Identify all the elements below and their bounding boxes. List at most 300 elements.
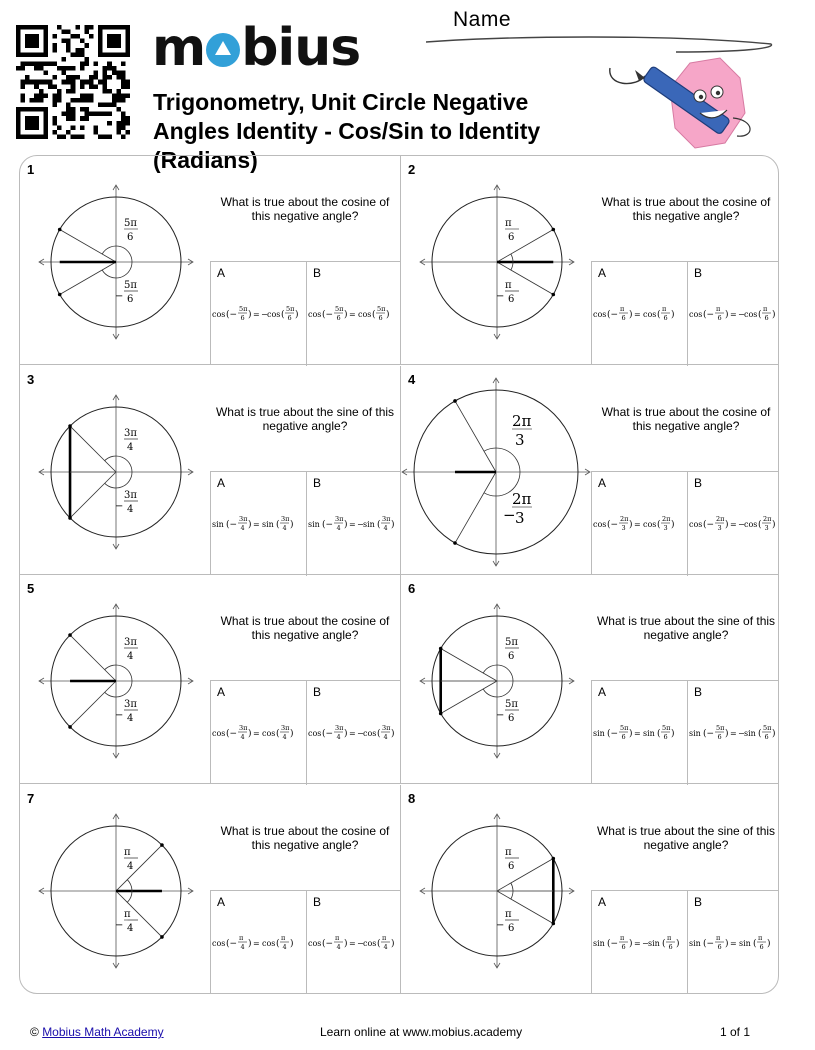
lhs-close-paren: ): [725, 729, 729, 739]
identity-equation: [211, 300, 306, 330]
rhs-numerator: 3π: [382, 724, 391, 732]
rhs-close-paren: ): [391, 519, 395, 530]
rhs-sign: −: [642, 938, 649, 948]
rhs-denominator: 6: [663, 314, 668, 322]
angle-denominator-label: 4: [127, 651, 134, 662]
rhs-open-paren: (: [372, 310, 376, 320]
choice-b-option[interactable]: [687, 681, 779, 785]
lhs-denominator: 6: [621, 942, 626, 951]
lhs-denominator: 6: [240, 314, 245, 322]
lhs-open-paren: (−: [703, 729, 715, 739]
angle-denominator-label: 6: [508, 713, 515, 724]
equals-sign: =: [253, 938, 260, 948]
lhs-open-paren: (−: [322, 310, 334, 320]
angle-denominator-label: 6: [508, 922, 515, 934]
choice-letter: A: [217, 475, 226, 490]
rhs-function: cos: [267, 310, 281, 319]
angle-numerator-label: 2π: [512, 411, 532, 430]
choice-a-option[interactable]: [592, 891, 687, 995]
lhs-numerator: 5π: [716, 724, 725, 732]
name-label: Name: [453, 8, 512, 31]
lhs-denominator: 6: [621, 733, 626, 741]
lhs-close-paren: ): [344, 310, 348, 320]
angle-numerator-label: π: [505, 218, 512, 229]
angle-numerator-label: 5π: [505, 637, 518, 648]
problem-3: [20, 366, 400, 575]
lhs-denominator: 6: [717, 942, 722, 951]
identity-equation: [307, 719, 402, 749]
choice-letter: B: [313, 894, 322, 909]
answer-choices: [591, 890, 779, 994]
rhs-open-paren: (: [377, 519, 381, 530]
identity-equation: [592, 929, 687, 959]
lhs-close-paren: ): [725, 938, 729, 949]
identity-equation: [688, 719, 779, 749]
rhs-denominator: 4: [282, 733, 287, 741]
rhs-numerator: 5π: [377, 305, 386, 313]
lhs-numerator: 3π: [335, 724, 344, 732]
choice-b-option[interactable]: [306, 891, 401, 995]
rhs-close-paren: ): [290, 938, 294, 949]
rhs-denominator: 4: [282, 523, 287, 532]
rhs-numerator: 5π: [286, 305, 295, 313]
rhs-denominator: 6: [764, 733, 769, 741]
lhs-function: sin: [593, 938, 605, 948]
answer-choices: [591, 471, 779, 575]
minus-sign: −: [496, 919, 505, 931]
answer-choices: [210, 261, 400, 365]
identity-equation: [592, 300, 687, 330]
lhs-numerator: 3π: [335, 514, 344, 523]
lhs-denominator: 4: [336, 523, 341, 532]
lhs-function: sin: [593, 729, 605, 738]
choice-letter: A: [217, 266, 226, 280]
equals-sign: =: [634, 729, 641, 738]
rhs-open-paren: (: [276, 519, 280, 530]
lhs-close-paren: ): [629, 938, 633, 949]
problem-number: 5: [27, 581, 35, 596]
choice-letter: A: [217, 894, 226, 909]
question-text: What is true about the cosine of this negative angle?: [220, 195, 390, 223]
lhs-open-paren: (−: [607, 310, 619, 320]
angle-numerator-label: π: [505, 280, 512, 291]
answer-choices: [591, 261, 779, 365]
unit-circle-diagram: [411, 809, 581, 989]
rhs-open-paren: (: [657, 519, 661, 530]
equals-sign: =: [349, 310, 356, 319]
lhs-denominator: 6: [717, 314, 722, 322]
angle-numerator-label: π: [505, 908, 512, 920]
lhs-numerator: π: [716, 933, 721, 942]
question-text: What is true about the sine of this negative angle?: [215, 404, 395, 433]
choice-letter: B: [694, 894, 703, 909]
lhs-function: sin: [689, 729, 701, 738]
lhs-denominator: 4: [240, 942, 245, 951]
rhs-numerator: 3π: [281, 724, 290, 732]
angle-numerator-label: π: [505, 846, 512, 858]
lhs-function: sin: [308, 519, 320, 529]
lhs-open-paren: (−: [226, 310, 238, 320]
rhs-numerator: 5π: [662, 724, 671, 732]
equals-sign: =: [349, 938, 356, 948]
rhs-close-paren: ): [295, 310, 299, 320]
rhs-function: sin: [739, 938, 751, 948]
rhs-function: cos: [744, 519, 758, 529]
lhs-close-paren: ): [725, 310, 729, 320]
identity-equation: [211, 719, 306, 749]
rhs-close-paren: ): [772, 729, 776, 739]
rhs-close-paren: ): [391, 729, 395, 739]
rhs-numerator: 2π: [662, 514, 671, 523]
lhs-denominator: 3: [717, 523, 722, 532]
angle-numerator-label: 3π: [124, 489, 137, 501]
equals-sign: =: [730, 938, 737, 948]
rhs-denominator: 6: [759, 942, 764, 951]
lhs-numerator: 3π: [239, 514, 248, 523]
lhs-numerator: 5π: [239, 305, 248, 313]
minus-sign: −: [115, 500, 124, 512]
rhs-sign: −: [738, 519, 745, 529]
problem-number: 7: [27, 790, 35, 806]
rhs-denominator: 6: [378, 314, 383, 322]
rhs-numerator: π: [758, 933, 763, 942]
lhs-open-paren: (−: [703, 938, 715, 949]
rhs-function: sin: [643, 729, 655, 738]
minus-sign: −: [115, 919, 124, 931]
qr-code-icon: [16, 25, 130, 139]
choice-letter: A: [598, 266, 607, 280]
rhs-denominator: 6: [663, 733, 668, 741]
angle-denominator-label: 4: [127, 503, 134, 515]
unit-circle-diagram: [411, 390, 581, 570]
logo-suffix: bius: [241, 18, 361, 78]
rhs-numerator: π: [667, 933, 672, 942]
identity-equation: [307, 300, 402, 330]
choice-b-option[interactable]: [306, 262, 401, 366]
angle-denominator-label: 6: [508, 651, 515, 662]
rhs-open-paren: (: [753, 938, 757, 949]
lhs-function: sin: [212, 519, 224, 529]
problem-number: 3: [27, 371, 35, 387]
lhs-open-paren: (−: [607, 938, 619, 949]
lhs-open-paren: (−: [322, 519, 334, 530]
choice-a-option[interactable]: [211, 262, 306, 366]
choice-a-option[interactable]: [211, 681, 306, 785]
angle-numerator-label: 5π: [505, 699, 518, 710]
question-text: What is true about the cosine of this negative angle?: [601, 404, 771, 433]
choice-b-option[interactable]: [687, 891, 779, 995]
choice-a-option[interactable]: [211, 891, 306, 995]
lhs-function: cos: [212, 310, 226, 319]
footer-copyright: [30, 1025, 164, 1039]
angle-denominator-label: 4: [127, 860, 134, 872]
angle-numerator-label: π: [124, 846, 131, 858]
lhs-numerator: 5π: [335, 305, 344, 313]
lhs-function: cos: [689, 519, 703, 529]
rhs-close-paren: ): [772, 310, 776, 320]
angle-denominator-label: 6: [508, 860, 515, 872]
lhs-numerator: π: [716, 305, 721, 313]
problem-8: [400, 785, 779, 994]
lhs-close-paren: ): [248, 729, 252, 739]
angle-denominator-label: 6: [508, 232, 515, 243]
rhs-open-paren: (: [758, 729, 762, 739]
problem-1: [20, 156, 400, 365]
lhs-denominator: 4: [240, 733, 245, 741]
rhs-function: cos: [363, 729, 377, 738]
lhs-open-paren: (−: [607, 519, 619, 530]
lhs-numerator: π: [335, 933, 340, 942]
equals-sign: =: [730, 519, 737, 529]
rhs-function: cos: [262, 938, 276, 948]
lhs-function: cos: [689, 310, 703, 319]
choice-letter: A: [598, 685, 607, 699]
identity-equation: [307, 929, 402, 959]
rhs-close-paren: ): [386, 310, 390, 320]
lhs-denominator: 6: [336, 314, 341, 322]
mobius-academy-link[interactable]: Mobius Math Academy: [42, 1025, 164, 1039]
equals-sign: =: [253, 310, 260, 319]
problem-7: [20, 785, 400, 994]
lhs-open-paren: (−: [226, 938, 238, 949]
angle-denominator-label: 3: [515, 430, 525, 449]
choice-b-option[interactable]: [306, 472, 401, 576]
angle-denominator-label: 6: [508, 294, 515, 305]
rhs-open-paren: (: [281, 310, 285, 320]
rhs-denominator: 4: [383, 942, 388, 951]
rhs-open-paren: (: [377, 938, 381, 949]
lhs-function: cos: [212, 938, 226, 948]
lhs-denominator: 4: [336, 733, 341, 741]
angle-denominator-label: 6: [127, 232, 134, 243]
rhs-function: cos: [363, 938, 377, 948]
equals-sign: =: [634, 310, 641, 319]
angle-denominator-label: 4: [127, 441, 134, 453]
rhs-open-paren: (: [377, 729, 381, 739]
problem-4: [400, 366, 779, 575]
unit-circle-diagram: [30, 180, 200, 360]
rhs-open-paren: (: [662, 938, 666, 949]
minus-sign: −: [496, 291, 505, 302]
angle-numerator-label: 3π: [124, 637, 137, 648]
rhs-sign: −: [738, 310, 745, 319]
rhs-sign: −: [261, 310, 268, 319]
rhs-denominator: 3: [764, 523, 769, 532]
minus-sign: −: [115, 710, 124, 721]
rhs-open-paren: (: [657, 729, 661, 739]
lhs-function: cos: [593, 519, 607, 529]
choice-letter: B: [694, 685, 703, 699]
choice-letter: B: [694, 475, 703, 490]
choice-a-option[interactable]: [592, 472, 687, 576]
rhs-numerator: π: [281, 933, 286, 942]
lhs-function: sin: [689, 938, 701, 948]
rhs-denominator: 4: [282, 942, 287, 951]
choice-letter: B: [694, 266, 703, 280]
rhs-close-paren: ): [767, 938, 771, 949]
identity-equation: [592, 719, 687, 749]
footer-page-number: 1 of 1: [720, 1025, 751, 1039]
identity-equation: [688, 300, 779, 330]
angle-denominator-label: 4: [127, 713, 134, 724]
lhs-function: cos: [308, 729, 322, 738]
lhs-function: cos: [593, 310, 607, 319]
rhs-numerator: 5π: [763, 724, 772, 732]
answer-choices: [591, 680, 779, 784]
lhs-open-paren: (−: [703, 519, 715, 530]
rhs-close-paren: ): [671, 729, 675, 739]
unit-circle-diagram: [411, 599, 581, 779]
rhs-denominator: 4: [383, 733, 388, 741]
worksheet-title: Trigonometry, Unit Circle Negative Angles Identity - Cos/Sin to Identity (Radians): [153, 89, 541, 173]
problem-number: 2: [408, 162, 416, 177]
rhs-close-paren: ): [290, 519, 294, 530]
lhs-open-paren: (−: [607, 729, 619, 739]
lhs-open-paren: (−: [226, 519, 238, 530]
angle-denominator-label: 3: [515, 508, 525, 527]
angle-denominator-label: 4: [127, 922, 134, 934]
problem-number: 1: [27, 162, 35, 177]
equals-sign: =: [730, 310, 737, 319]
rhs-open-paren: (: [276, 729, 280, 739]
lhs-close-paren: ): [344, 938, 348, 949]
rhs-function: cos: [358, 310, 372, 319]
footer-learn-online: Learn online at www.mobius.academy: [320, 1025, 523, 1039]
equals-sign: =: [634, 519, 641, 529]
answer-choices: [210, 471, 400, 575]
equals-sign: =: [349, 519, 356, 529]
rhs-denominator: 6: [287, 314, 292, 322]
rhs-numerator: π: [662, 305, 667, 313]
answer-choices: [210, 680, 400, 784]
choice-letter: A: [598, 894, 607, 909]
lhs-close-paren: ): [629, 519, 633, 530]
unit-circle-diagram: [30, 809, 200, 989]
lhs-denominator: 6: [621, 314, 626, 322]
choice-b-option[interactable]: [687, 472, 779, 576]
logo-o-icon: [206, 33, 240, 67]
identity-equation: [688, 929, 779, 959]
problem-number: 6: [408, 581, 416, 596]
mascot-pencil-icon: [605, 48, 755, 158]
lhs-close-paren: ): [344, 519, 348, 530]
rhs-function: cos: [643, 310, 657, 319]
rhs-sign: −: [738, 729, 745, 738]
angle-numerator-label: 3π: [124, 699, 137, 710]
rhs-close-paren: ): [391, 938, 395, 949]
identity-equation: [211, 929, 306, 959]
choice-a-option[interactable]: [592, 262, 687, 366]
rhs-denominator: 6: [764, 314, 769, 322]
problem-grid: [19, 155, 779, 994]
question-text: What is true about the sine of this negative angle?: [596, 614, 776, 642]
question-text: What is true about the cosine of this negative angle?: [220, 823, 390, 852]
lhs-denominator: 6: [717, 733, 722, 741]
equals-sign: =: [730, 729, 737, 738]
choice-b-option[interactable]: [306, 681, 401, 785]
lhs-close-paren: ): [248, 310, 252, 320]
rhs-function: sin: [262, 519, 274, 529]
lhs-numerator: π: [620, 305, 625, 313]
lhs-denominator: 4: [240, 523, 245, 532]
rhs-close-paren: ): [290, 729, 294, 739]
problem-2: [400, 156, 779, 365]
angle-numerator-label: 5π: [124, 218, 137, 229]
rhs-open-paren: (: [758, 519, 762, 530]
lhs-denominator: 3: [621, 523, 626, 532]
answer-choices: [210, 890, 400, 994]
rhs-denominator: 4: [383, 523, 388, 532]
angle-numerator-label: 3π: [124, 427, 137, 439]
lhs-open-paren: (−: [226, 729, 238, 739]
lhs-numerator: 2π: [716, 514, 725, 523]
minus-sign: −: [115, 291, 124, 302]
rhs-open-paren: (: [276, 938, 280, 949]
lhs-close-paren: ): [629, 310, 633, 320]
angle-numerator-label: 5π: [124, 280, 137, 291]
question-text: What is true about the sine of this negative angle?: [596, 823, 776, 852]
problem-number: 8: [408, 790, 416, 806]
minus-sign: −: [496, 710, 505, 721]
question-text: What is true about the cosine of this negative angle?: [220, 614, 390, 642]
lhs-function: cos: [212, 729, 226, 738]
lhs-numerator: 5π: [620, 724, 629, 732]
question-text: What is true about the cosine of this negative angle?: [601, 195, 771, 223]
rhs-function: cos: [262, 729, 276, 738]
lhs-function: cos: [308, 938, 322, 948]
rhs-numerator: 3π: [382, 514, 391, 523]
choice-b-option[interactable]: [687, 262, 779, 366]
lhs-numerator: 2π: [620, 514, 629, 523]
choice-letter: B: [313, 685, 322, 699]
choice-a-option[interactable]: [211, 472, 306, 576]
choice-letter: B: [313, 475, 322, 490]
equals-sign: =: [349, 729, 356, 738]
rhs-sign: −: [357, 519, 364, 529]
lhs-denominator: 4: [336, 942, 341, 951]
choice-letter: A: [598, 475, 607, 490]
identity-equation: [307, 510, 402, 540]
rhs-numerator: π: [763, 305, 768, 313]
lhs-close-paren: ): [248, 519, 252, 530]
choice-letter: B: [313, 266, 322, 280]
problem-5: [20, 575, 400, 784]
angle-denominator-label: 6: [127, 294, 134, 305]
rhs-open-paren: (: [657, 310, 661, 320]
rhs-close-paren: ): [772, 519, 776, 530]
unit-circle-diagram: [411, 180, 581, 360]
choice-a-option[interactable]: [592, 681, 687, 785]
unit-circle-diagram: [30, 390, 200, 570]
equals-sign: =: [253, 519, 260, 529]
equals-sign: =: [634, 938, 641, 948]
rhs-function: cos: [744, 310, 758, 319]
rhs-close-paren: ): [676, 938, 680, 949]
rhs-numerator: 3π: [281, 514, 290, 523]
lhs-function: cos: [308, 310, 322, 319]
minus-sign: −: [503, 505, 516, 524]
rhs-function: cos: [643, 519, 657, 529]
rhs-close-paren: ): [671, 519, 675, 530]
lhs-open-paren: (−: [703, 310, 715, 320]
copyright-symbol: ©: [30, 1025, 39, 1039]
equals-sign: =: [253, 729, 260, 738]
unit-circle-diagram: [30, 599, 200, 779]
rhs-numerator: 2π: [763, 514, 772, 523]
lhs-open-paren: (−: [322, 938, 334, 949]
angle-numerator-label: 2π: [512, 489, 532, 508]
lhs-numerator: 3π: [239, 724, 248, 732]
